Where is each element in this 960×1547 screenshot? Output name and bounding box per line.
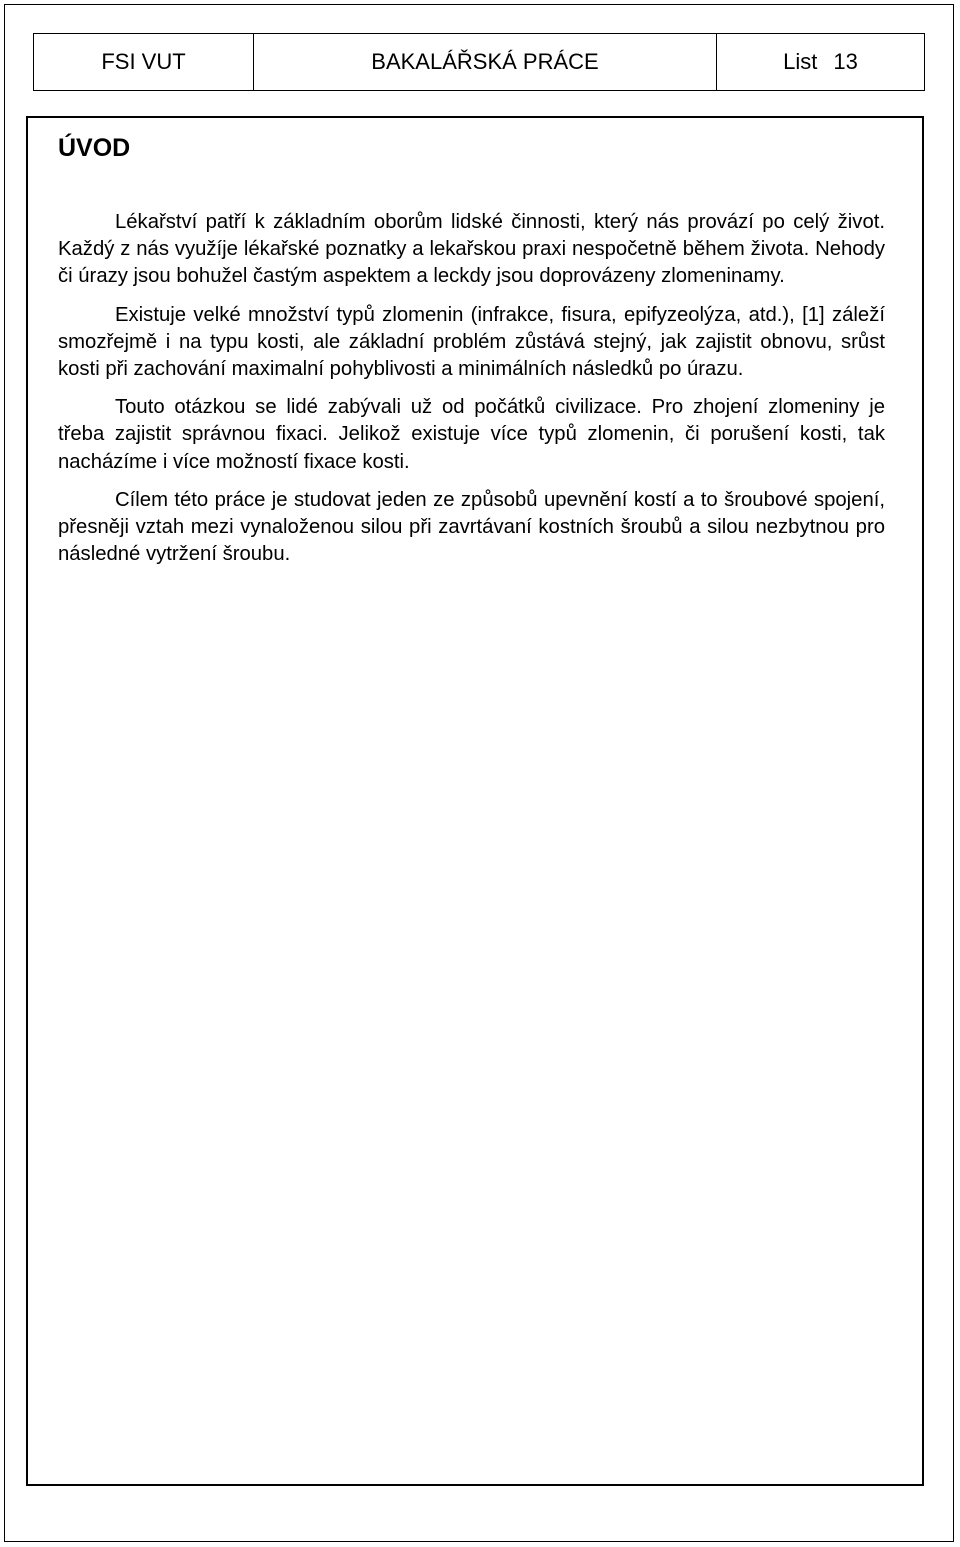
header-sheet — [717, 34, 924, 90]
header-institution-text: FSI VUT — [101, 49, 186, 74]
section-body — [58, 209, 885, 579]
paragraph-2: Existuje velké množství typů zlomenin (infrakce, fisura, epifyzeolýza, atd.), [1] záleží smozřejmě i na typu kosti, ale základní problém zůstává stejný, jak zajistit obnovu, srůst kosti při zachování maximalní pohyblivosti a minimálních následků po úrazu. — [58, 303, 885, 381]
paragraph-3: Touto otázkou se lidé zabývali už od počátků civilizace. Pro zhojení zlomeniny je třeba zajistit správnou fixaci. Jelikož existuje více typů zlomenin, či porušení kosti, tak nacházíme i více možností fixace kosti. — [58, 396, 885, 473]
header-sheet-label: List — [783, 49, 818, 74]
header-sheet-number: 13 — [833, 49, 858, 74]
header-document-type — [254, 34, 717, 90]
paragraph-1: Lékařství patří k základním oborům lidské činnosti, který nás provází po celý život. Každý z nás využíje lékařské poznatky a lekařskou praxi nespočetně během života. Nehody či úrazy jsou bohužel častým aspektem a leckdy jsou doprovázeny zlomeninamy. — [58, 211, 885, 288]
section-title: ÚVOD — [58, 134, 131, 162]
header-institution — [34, 34, 254, 90]
header-document-type-text: BAKALÁŘSKÁ PRÁCE — [371, 49, 599, 74]
page-header — [33, 33, 925, 91]
paragraph-4: Cílem této práce je studovat jeden ze způsobů upevnění kostí a to šroubové spojení, přesněji vztah mezi vynaloženou silou při zavrtávaní kostních šroubů a silou nezbytnou pro následné vytržení šroubu. — [58, 488, 885, 566]
